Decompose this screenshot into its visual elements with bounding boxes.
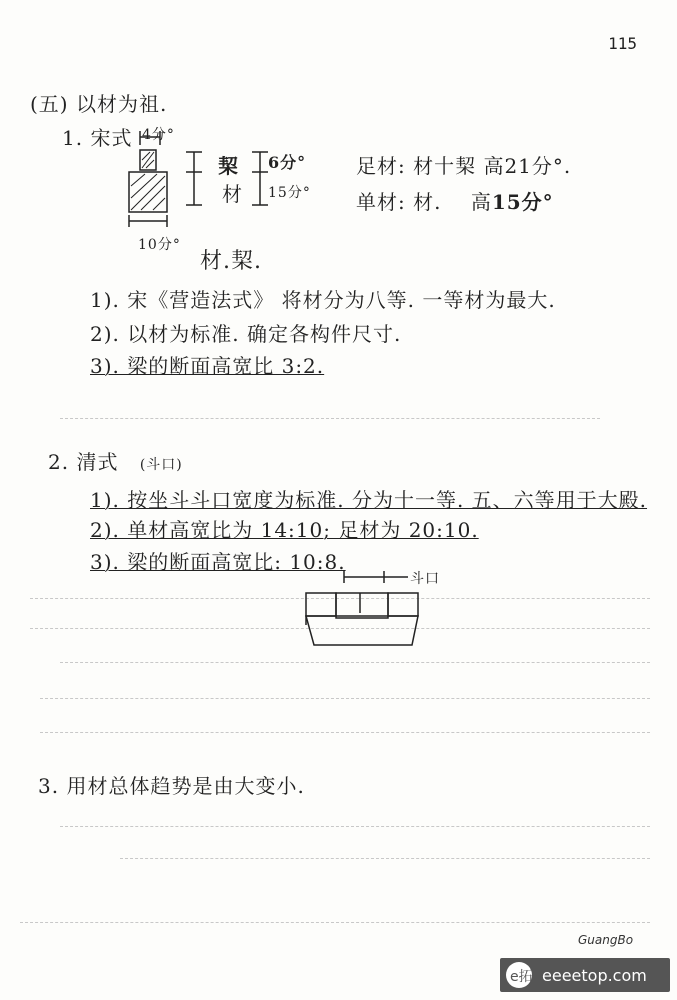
watermark-logo-icon [504, 960, 534, 990]
sec3-title: 3. 用材总体趋势是由大变小. [38, 774, 305, 798]
dou-kou-label: 斗口 [410, 571, 440, 587]
ruled-line [20, 922, 650, 923]
dim-top-label: 4分° [142, 127, 175, 143]
label-cai: 材 [222, 182, 243, 206]
sec2-item-3: 3). 梁的断面高宽比: 10:8. [90, 550, 346, 574]
sec1-title: 1. 宋式 [62, 126, 133, 150]
page-number: 115 [608, 34, 637, 53]
dim-6: 6分° [268, 153, 307, 172]
ruled-line [40, 698, 650, 699]
ruled-line [40, 732, 650, 733]
section-heading: (五) 以材为祖. [30, 92, 168, 116]
watermark-logo-text: e拓 [510, 969, 533, 985]
zu-cai-note: 足材: 材十栔 高21分°. [356, 154, 572, 178]
sec2-item-2: 2). 单材高宽比为 14:10; 足材为 20:10. [90, 518, 479, 542]
dan-cai-value: 15分° [491, 190, 554, 214]
sec2-title [48, 446, 183, 475]
ruled-line [60, 418, 600, 419]
label-qi: 栔 [218, 154, 239, 178]
dan-cai-note [356, 186, 554, 215]
sec2-item-1: 1). 按坐斗斗口宽度为标准. 分为十一等. 五、六等用于大殿. [90, 488, 648, 512]
brand-logo: GuangBo [578, 933, 634, 947]
diagram-caption: 材.栔. [200, 249, 262, 274]
sec1-item-2: 2). 以材为标准. 确定各构件尺寸. [90, 322, 402, 346]
dan-cai-prefix: 单材: 材. [356, 190, 442, 214]
sec2-title-note: (斗口) [139, 457, 183, 473]
sec1-item-1: 1). 宋《营造法式》 将材分为八等. 一等材为最大. [90, 288, 556, 312]
ruled-line [120, 858, 650, 859]
watermark [500, 958, 670, 992]
dim-bottom-label: 10分° [138, 237, 181, 253]
sec2-title-text: 2. 清式 [48, 450, 119, 474]
ruled-line [60, 662, 650, 663]
watermark-text: eeeetop.com [542, 965, 647, 985]
dim-15: 15分° [268, 185, 311, 201]
sec1-item-3: 3). 梁的断面高宽比 3:2. [90, 354, 325, 378]
dan-cai-gao: 高 [470, 190, 492, 214]
ruled-line [60, 826, 650, 827]
